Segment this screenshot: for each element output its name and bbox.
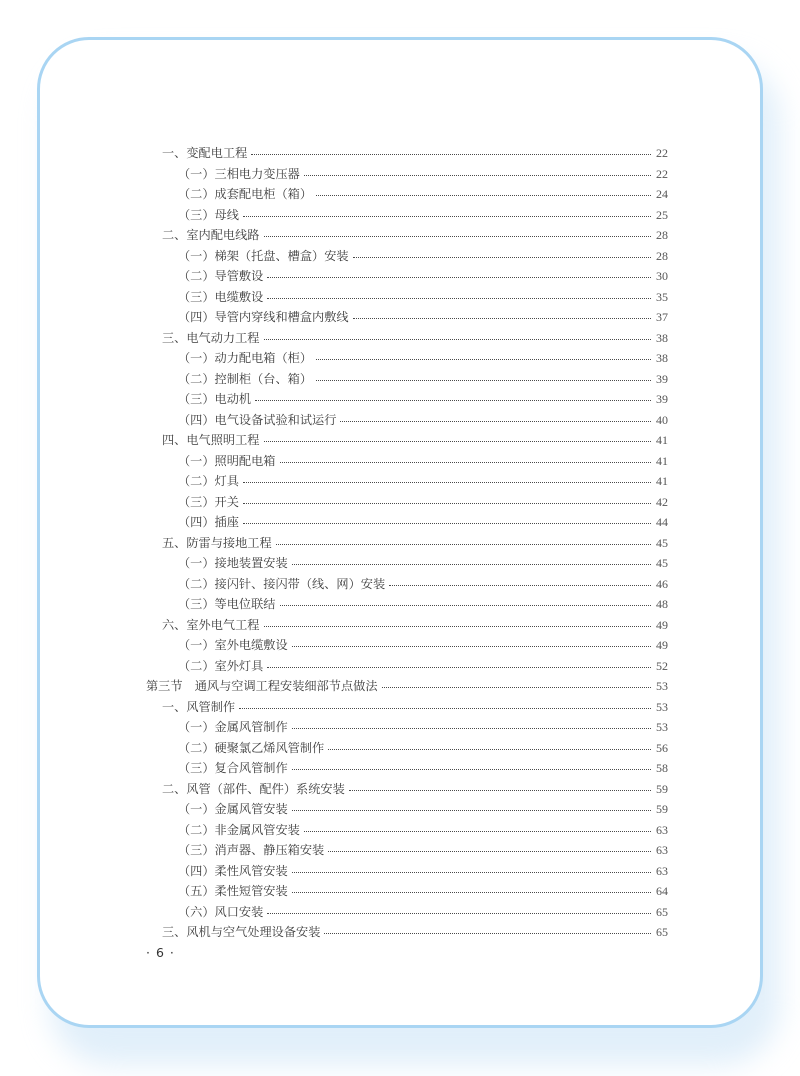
toc-entry[interactable]: [146, 676, 668, 696]
toc-entry[interactable]: [178, 594, 668, 614]
toc-entry-page: 28: [656, 248, 668, 263]
toc-entry-page: 41: [656, 433, 668, 447]
toc-entry[interactable]: [178, 164, 668, 184]
toc-entry[interactable]: [178, 512, 668, 532]
dot-leader: [304, 820, 651, 840]
toc-entry-page: 37: [656, 310, 668, 324]
dot-leader: [353, 307, 651, 327]
dot-leader: [349, 779, 651, 799]
toc-entry[interactable]: [178, 758, 668, 778]
toc-entry[interactable]: [178, 574, 668, 594]
toc-entry-page: 45: [656, 556, 668, 570]
dot-leader: [243, 492, 651, 512]
toc-entry-title: 第三节 通风与空调工程安装细部节点做法: [146, 679, 378, 693]
toc-entry[interactable]: [178, 799, 668, 819]
toc-entry[interactable]: [178, 471, 668, 491]
toc-entry-title: （一）金属风管制作: [178, 720, 288, 734]
toc-entry[interactable]: [178, 635, 668, 655]
toc-entry[interactable]: [178, 287, 668, 307]
toc-entry-page: 46: [656, 576, 668, 591]
toc-entry-page: 22: [656, 146, 668, 160]
dot-leader: [243, 471, 651, 491]
toc-entry[interactable]: [178, 205, 668, 225]
toc-entry-page: 65: [656, 925, 668, 939]
dot-leader: [316, 369, 651, 389]
toc-entry[interactable]: [162, 328, 668, 348]
toc-entry-title: （二）灯具: [178, 474, 239, 488]
dot-leader: [292, 717, 651, 737]
toc-entry-page: 64: [656, 884, 668, 898]
dot-leader: [255, 389, 651, 409]
toc-entry-title: （二）接闪针、接闪带（线、网）安装: [178, 576, 386, 591]
toc-entry[interactable]: [178, 840, 668, 860]
toc-entry-title: （三）电缆敷设: [178, 289, 264, 304]
toc-entry-title: 一、风管制作: [162, 699, 236, 714]
toc-entry-page: 30: [656, 269, 668, 283]
toc-entry-page: 41: [656, 474, 668, 488]
dot-leader: [243, 205, 651, 225]
dot-leader: [276, 533, 651, 553]
toc-entry-title: （三）消声器、静压箱安装: [178, 843, 325, 857]
toc-entry[interactable]: [178, 717, 668, 737]
dot-leader: [280, 594, 652, 614]
toc-entry-title: （二）室外灯具: [178, 658, 264, 673]
toc-entry[interactable]: [178, 307, 668, 327]
toc-entry-title: （四）电气设备试验和试运行: [178, 412, 337, 427]
toc-entry-page: 53: [656, 699, 668, 714]
toc-entry-title: 二、室内配电线路: [162, 228, 260, 242]
toc-entry-page: 25: [656, 207, 668, 222]
dot-leader: [264, 328, 652, 348]
toc-entry-title: （一）梯架（托盘、槽盒）安装: [178, 248, 349, 263]
dot-leader: [267, 266, 651, 286]
toc-entry[interactable]: [162, 225, 668, 245]
toc-entry-page: 22: [656, 166, 668, 181]
toc-entry[interactable]: [178, 266, 668, 286]
page-number: · 6 ·: [146, 945, 175, 960]
toc-entry-title: （二）非金属风管安装: [178, 822, 300, 837]
toc-entry-title: （五）柔性短管安装: [178, 884, 288, 898]
toc-entry[interactable]: [178, 389, 668, 409]
toc-entry-page: 42: [656, 494, 668, 509]
toc-entry-page: 59: [656, 781, 668, 796]
toc-entry-title: （二）硬聚氯乙烯风管制作: [178, 740, 325, 755]
toc-entry-page: 58: [656, 761, 668, 775]
dot-leader: [264, 615, 652, 635]
toc-entry-title: 一、变配电工程: [162, 146, 248, 160]
dot-leader: [243, 512, 651, 532]
toc-entry-page: 24: [656, 187, 668, 201]
dot-leader: [328, 840, 651, 860]
dot-leader: [280, 451, 652, 471]
toc-entry-title: 二、风管（部件、配件）系统安装: [162, 781, 345, 796]
toc-entry-page: 35: [656, 289, 668, 304]
dot-leader: [267, 656, 651, 676]
toc-entry-page: 40: [656, 412, 668, 427]
toc-entry[interactable]: [162, 143, 668, 163]
toc-entry-title: （二）导管敷设: [178, 269, 264, 283]
toc-entry[interactable]: [178, 820, 668, 840]
dot-leader: [292, 553, 651, 573]
toc-entry[interactable]: [178, 369, 668, 389]
toc-entry-title: （一）三相电力变压器: [178, 166, 300, 181]
toc-entry[interactable]: [178, 553, 668, 573]
toc-entry-page: 53: [656, 720, 668, 734]
toc-entry-page: 39: [656, 371, 668, 386]
toc-entry-title: （一）动力配电箱（柜）: [178, 351, 313, 365]
toc-entry-title: （四）导管内穿线和槽盒内敷线: [178, 310, 349, 324]
toc-entry[interactable]: [178, 246, 668, 266]
toc-entry-page: 49: [656, 617, 668, 632]
toc-entry-title: （一）接地装置安装: [178, 556, 288, 570]
toc-entry[interactable]: [162, 615, 668, 635]
dot-leader: [292, 881, 651, 901]
dot-leader: [316, 348, 651, 368]
toc-entry-title: （一）金属风管安装: [178, 802, 288, 816]
toc-entry-title: 三、风机与空气处理设备安装: [162, 925, 321, 939]
toc-entry[interactable]: [162, 533, 668, 553]
toc-entry-page: 53: [656, 679, 668, 693]
toc-entry[interactable]: [178, 881, 668, 901]
toc-entry-page: 28: [656, 228, 668, 242]
dot-leader: [264, 225, 652, 245]
toc-entry[interactable]: [162, 922, 668, 942]
toc-entry-title: （四）插座: [178, 515, 239, 529]
dot-leader: [304, 164, 651, 184]
toc-entry-title: （一）室外电缆敷设: [178, 638, 288, 652]
toc-entry-page: 39: [656, 392, 668, 406]
dot-leader: [264, 430, 652, 450]
toc-entry-title: （二）成套配电柜（箱）: [178, 187, 313, 201]
toc-entry[interactable]: [178, 738, 668, 758]
toc-entry-page: 63: [656, 863, 668, 878]
toc-entry-title: （三）电动机: [178, 392, 252, 406]
dot-leader: [292, 861, 651, 881]
toc-entry-page: 49: [656, 638, 668, 652]
toc-entry-page: 59: [656, 802, 668, 816]
toc-entry-page: 45: [656, 535, 668, 550]
toc-entry-title: 五、防雷与接地工程: [162, 535, 272, 550]
dot-leader: [324, 922, 651, 942]
toc-entry-title: 六、室外电气工程: [162, 617, 260, 632]
dot-leader: [292, 635, 651, 655]
dot-leader: [267, 902, 651, 922]
toc-entry[interactable]: [178, 902, 668, 922]
toc-entry-title: （三）复合风管制作: [178, 761, 288, 775]
toc-entry-page: 63: [656, 843, 668, 857]
dot-leader: [267, 287, 651, 307]
dot-leader: [239, 697, 651, 717]
toc-entry-page: 38: [656, 330, 668, 345]
dot-leader: [382, 676, 651, 696]
toc-entry-title: 四、电气照明工程: [162, 433, 260, 447]
toc-entry-page: 65: [656, 904, 668, 919]
toc-entry-title: （三）开关: [178, 494, 239, 509]
toc-entry-page: 44: [656, 515, 668, 529]
toc-entry-title: （六）风口安装: [178, 904, 264, 919]
toc-entry[interactable]: [162, 697, 668, 717]
dot-leader: [316, 184, 651, 204]
dot-leader: [328, 738, 651, 758]
toc-entry[interactable]: [178, 451, 668, 471]
dot-leader: [389, 574, 651, 594]
toc-entry-page: 63: [656, 822, 668, 837]
toc-entry[interactable]: [178, 492, 668, 512]
dot-leader: [292, 799, 651, 819]
toc-entry[interactable]: [178, 184, 668, 204]
toc-entry-title: （三）等电位联结: [178, 597, 276, 611]
dot-leader: [353, 246, 651, 266]
toc-entry-page: 48: [656, 597, 668, 611]
toc-entry-page: 56: [656, 740, 668, 755]
toc-entry-page: 52: [656, 658, 668, 673]
toc-entry[interactable]: [162, 430, 668, 450]
dot-leader: [251, 143, 651, 163]
toc-entry-title: （四）柔性风管安装: [178, 863, 288, 878]
dot-leader: [340, 410, 651, 430]
dot-leader: [292, 758, 651, 778]
toc-entry-title: （一）照明配电箱: [178, 453, 276, 468]
toc-entry[interactable]: [162, 779, 668, 799]
toc-entry-title: （三）母线: [178, 207, 239, 222]
toc-entry-title: 三、电气动力工程: [162, 330, 260, 345]
toc-entry[interactable]: [178, 656, 668, 676]
toc-entry[interactable]: [178, 348, 668, 368]
toc-entry-page: 41: [656, 453, 668, 468]
toc-entry[interactable]: [178, 861, 668, 881]
toc-entry-page: 38: [656, 351, 668, 365]
toc-entry-title: （二）控制柜（台、箱）: [178, 371, 313, 386]
toc-entry[interactable]: [178, 410, 668, 430]
